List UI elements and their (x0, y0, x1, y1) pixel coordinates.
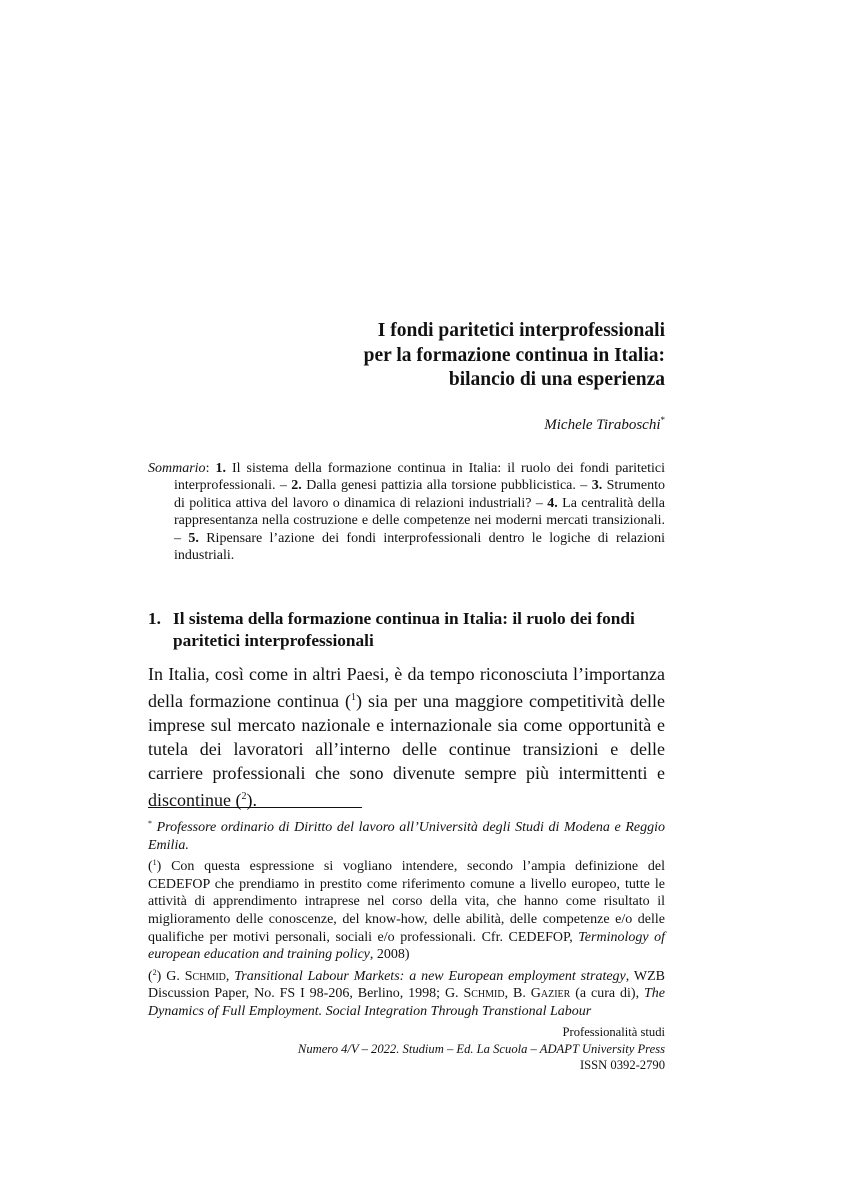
footnote-paren: ( (148, 968, 153, 984)
footnote-paren: ) (156, 859, 162, 875)
footnote-text: (a cura di), (570, 986, 644, 1002)
footnote-mark: * (148, 819, 152, 828)
journal-issue: Numero 4/V – 2022. Studium – Ed. La Scuola – ADAPT University Press (297, 1041, 665, 1056)
footnote-author-name: Schmid (184, 968, 226, 984)
body-text: In Italia, così come in altri Paesi, è da tempo riconosciuta l’importanza della formazione continua ( (148, 664, 665, 711)
footnote-text: , (225, 968, 235, 984)
author-footnote-mark: * (660, 415, 665, 425)
journal-name: Professionalità studi (562, 1025, 665, 1039)
section-number: 1. (148, 609, 161, 628)
summary-item-text: Dalla genesi pattizia alla torsione pubblicistica. – (301, 478, 592, 494)
body-paragraph (148, 662, 665, 812)
summary-item-number: 2. (291, 478, 302, 494)
footnote-2 (148, 964, 665, 1021)
footnote-ref: 1 (350, 692, 356, 703)
footnote-work-title: Terminology of european education and training policy (148, 929, 666, 963)
section-heading-text: Il sistema della formazione continua in Italia: il ruolo dei fondi paritetici interprofessionali (173, 609, 635, 650)
footnote-divider (148, 807, 362, 808)
summary-item-number: 4. (547, 495, 558, 511)
summary-item-number: 5. (188, 530, 199, 546)
footnote-author-name: Gazier (530, 986, 571, 1002)
summary-label: Sommario (148, 461, 206, 476)
summary-item-number: 1. (215, 461, 226, 476)
author-name-text: Michele Tiraboschi (544, 417, 661, 433)
footnote-text: Con questa espressione si vogliano intendere, secondo l’ampia definizione del CEDEFOP che prendiamo in prestito come riferimento comune a livello europeo, tutte le attività di apprendimento intraprese nel corso della vita, che hanno come risultato il miglioramento delle conoscenze, del know-how, delle abilità, delle competenze e/o delle qualifiche per motivi personali, sociali e/o professionali. Cfr. CEDEFOP, (148, 859, 665, 945)
footnote-number: 2 (152, 967, 157, 977)
footnote-text: G. (161, 968, 185, 984)
body-text: ) sia per una maggiore competitività delle imprese sul mercato nazionale e internazionale sia come opportunità e tutela dei lavoratori all’interno delle continue transizioni e delle carriere professionali che sono divenute sempre più intermittenti e discontinue ( (148, 691, 665, 810)
footnote-text: , 2008) (369, 947, 410, 963)
footnote-text: Professore ordinario di Diritto del lavoro all’Università degli Studi di Modena e Reggio Emilia. (148, 820, 665, 853)
footnote-text: , B. (504, 986, 531, 1002)
footnotes (148, 815, 665, 1021)
summary-item-text: Il sistema della formazione continua in Italia: il ruolo dei fondi paritetici interprofessionali. – (174, 461, 666, 494)
title-line: bilancio di una esperienza (448, 369, 665, 390)
section-heading (148, 608, 665, 652)
footnote-paren: ( (148, 859, 153, 875)
summary-paragraph (148, 460, 665, 564)
body-text: ). (246, 790, 257, 810)
footnote-paren: ) (156, 968, 162, 984)
footnote-author (148, 815, 665, 854)
summary-item-text: Strumento di politica attiva del lavoro o dinamica di relazioni industriali? – (174, 478, 665, 511)
summary-item-text: La centralità della rappresentanza nella costruzione e delle competenze nei moderni mercati transizionali. – (174, 495, 665, 546)
summary-item-text: Ripensare l’azione dei fondi interprofessionali dentro le logiche di relazioni industriali. (174, 530, 665, 564)
article-title (364, 319, 665, 393)
summary-item-number: 3. (591, 478, 603, 494)
footnote-work-title: The Dynamics of Full Employment. Social Integration Through Transtional Labour (148, 986, 665, 1019)
journal-issn: ISSN 0392-2790 (579, 1058, 665, 1072)
title-line: per la formazione continua in Italia: (363, 344, 665, 366)
footnote-number: 1 (152, 858, 157, 868)
footnote-text: , WZB Discussion Paper, No. FS I 98-206, Berlino, 1998; G. (148, 968, 666, 1002)
title-line: I fondi paritetici interprofessionali (377, 320, 665, 341)
page-footer (298, 1024, 665, 1074)
summary-colon: : (205, 461, 216, 476)
footnote-1 (148, 854, 665, 964)
footnote-work-title: Transitional Labour Markets: a new European employment strategy (234, 968, 626, 984)
summary-block (148, 460, 665, 564)
footnote-author-name: Schmid (463, 986, 505, 1002)
author-name (544, 410, 665, 435)
footnote-ref: 2 (241, 791, 247, 802)
